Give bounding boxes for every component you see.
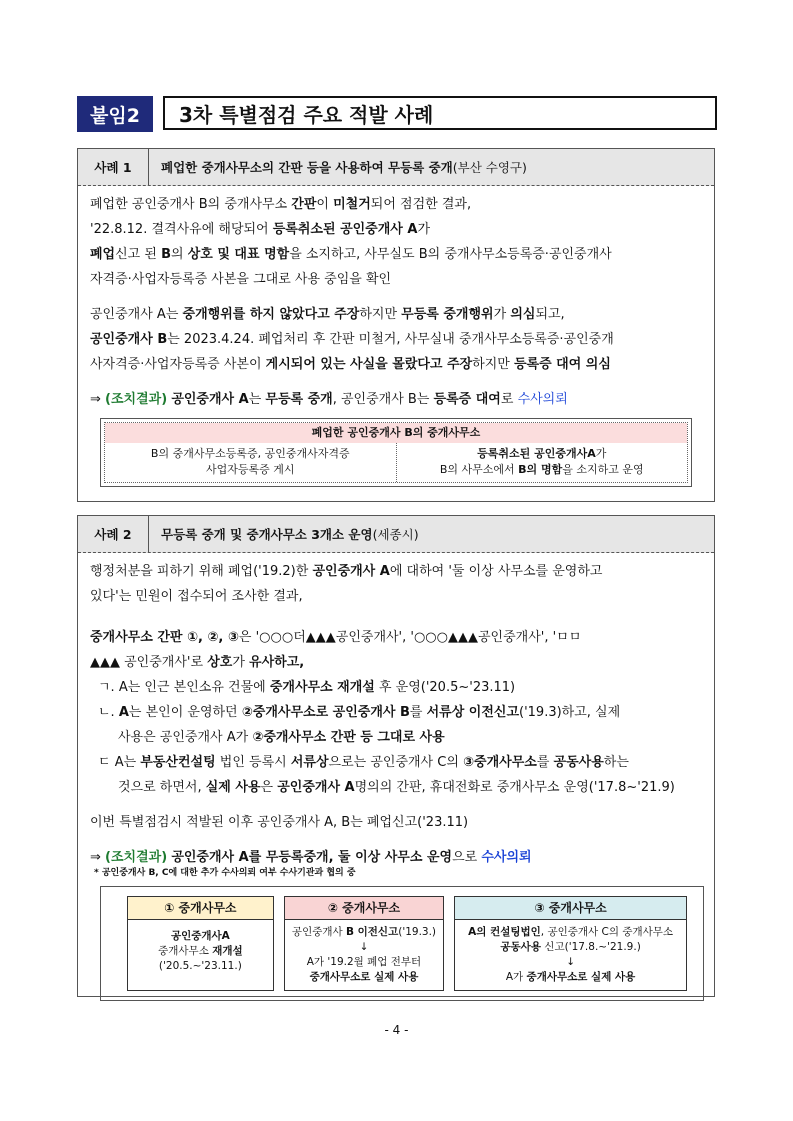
- case-2-paragraph-1: 행정처분을 피하기 위해 폐업('19.2)한 공인중개사 A에 대하여 '둘 이상 사무소를 운영하고 있다'는 민원이 접수되어 조사한 결과,: [90, 564, 603, 604]
- case-2-panel: [77, 515, 715, 997]
- page-number: - 4 -: [384, 1023, 409, 1037]
- investigation-request-link: 수사의뢰: [517, 392, 568, 407]
- down-arrow-icon: ↓: [566, 956, 575, 968]
- case-1-panel: [77, 148, 715, 502]
- case-1-diagram: [100, 418, 692, 487]
- case-2-title: 무등록 중개 및 중개사무소 3개소 운영(세종시): [161, 527, 419, 542]
- office-2-box: ② 중개사무소 공인중개사 B 이전신고('19.3.) ↓ A가 '19.2월 폐업 전부터 중개사무소로 실제 사용: [284, 896, 444, 991]
- case-1-title: 폐업한 중개사무소의 간판 등을 사용하여 무등록 중개(부산 수영구): [161, 160, 527, 175]
- case-2-header: [78, 516, 714, 553]
- office-3-box: ③ 중개사무소 A의 컨설팅법인, 공인중개사 C의 중개사무소 공동사용 신고('17.8.~'21.9.) ↓ A가 중개사무소로 실제 사용: [454, 896, 687, 991]
- page-title: 3차 특별점검 주요 적발 사례: [163, 96, 717, 130]
- case-1-result: ⇒ (조치결과) 공인중개사 A는 무등록 중개, 공인중개사 B는 등록증 대여로 수사의뢰: [90, 392, 568, 407]
- investigation-request-link: 수사의뢰: [481, 850, 532, 865]
- office-1-box: ① 중개사무소 공인중개사A 중개사무소 재개설 ('20.5.~'23.11.): [127, 896, 274, 991]
- case-2-diagram: [100, 886, 704, 1001]
- office-2-title: ② 중개사무소: [285, 897, 443, 920]
- case-2-paragraph-3: 이번 특별점검시 적발된 이후 공인중개사 A, B는 폐업신고('23.11): [90, 815, 469, 830]
- attachment-badge: 붙임2: [77, 96, 153, 132]
- case-2-result: ⇒ (조치결과) 공인중개사 A를 무등록중개, 둘 이상 사무소 운영으로 수사의뢰: [90, 850, 532, 865]
- office-3-title: ③ 중개사무소: [455, 897, 686, 920]
- case-1-paragraph-1: 폐업한 공인중개사 B의 중개사무소 간판이 미철거되어 점검한 결과, '22.8.12. 결격사유에 해당되어 등록취소된 공인중개사 A가 폐업신고 된 B의 상호 및 대표 명함을 소지하고, 사무실도 B의 중개사무소등록증·공인중개사 자격증·사업자등록증 사본을 그대로 사용 중임을 확인: [90, 197, 612, 287]
- case-2-note: * 공인중개사 B, C에 대한 추가 수사의뢰 여부 수사기관과 협의 중: [94, 868, 356, 878]
- case-2-item-2: ㄴ. A는 본인이 운영하던 ②중개사무소로 공인중개사 B를 서류상 이전신고('19.3)하고, 실제 사용은 공인중개사 A가 ②중개사무소 간판 등 그대로 사용: [98, 705, 621, 745]
- case-2-paragraph-2: 중개사무소 간판 ①, ②, ③은 '○○○더▲▲▲공인중개사', '○○○▲▲▲공인중개사', 'ㅁㅁ ▲▲▲ 공인중개사'로 상호가 유사하고,: [90, 630, 582, 670]
- office-1-title: ① 중개사무소: [128, 897, 273, 920]
- case-1-diagram-title: 폐업한 공인중개사 B의 중개사무소: [105, 423, 687, 443]
- case-2-item-1: ㄱ. A는 인근 본인소유 건물에 중개사무소 재개설 후 운영('20.5~'23.11): [98, 680, 516, 695]
- case-1-diagram-right: 등록취소된 공인중개사A가 B의 사무소에서 B의 명함을 소지하고 운영: [439, 447, 644, 476]
- down-arrow-icon: ↓: [359, 941, 369, 953]
- case-1-header: [78, 149, 714, 186]
- case-1-label: 사례 1: [78, 149, 149, 185]
- case-1-diagram-left: B의 중개사무소등록증, 공인중개사자격증 사업자등록증 게시: [105, 443, 397, 482]
- case-1-paragraph-2: 공인중개사 A는 중개행위를 하지 않았다고 주장하지만 무등록 중개행위가 의심되고, 공인중개사 B는 2023.4.24. 폐업처리 후 간판 미철거, 사무실내 중개사무소등록증·공인중개 사자격증·사업자등록증 사본이 게시되어 있는 사실을 몰랐다고 주장하지만 등록증 대여 의심: [90, 307, 614, 372]
- case-2-label: 사례 2: [78, 516, 149, 552]
- case-2-item-3: ㄷ A는 부동산컨설팅 법인 등록시 서류상으로는 공인중개사 C의 ③중개사무소를 공동사용하는 것으로 하면서, 실제 사용은 공인중개사 A명의의 간판, 휴대전화로 중개사무소 운영('17.8~'21.9): [98, 755, 675, 795]
